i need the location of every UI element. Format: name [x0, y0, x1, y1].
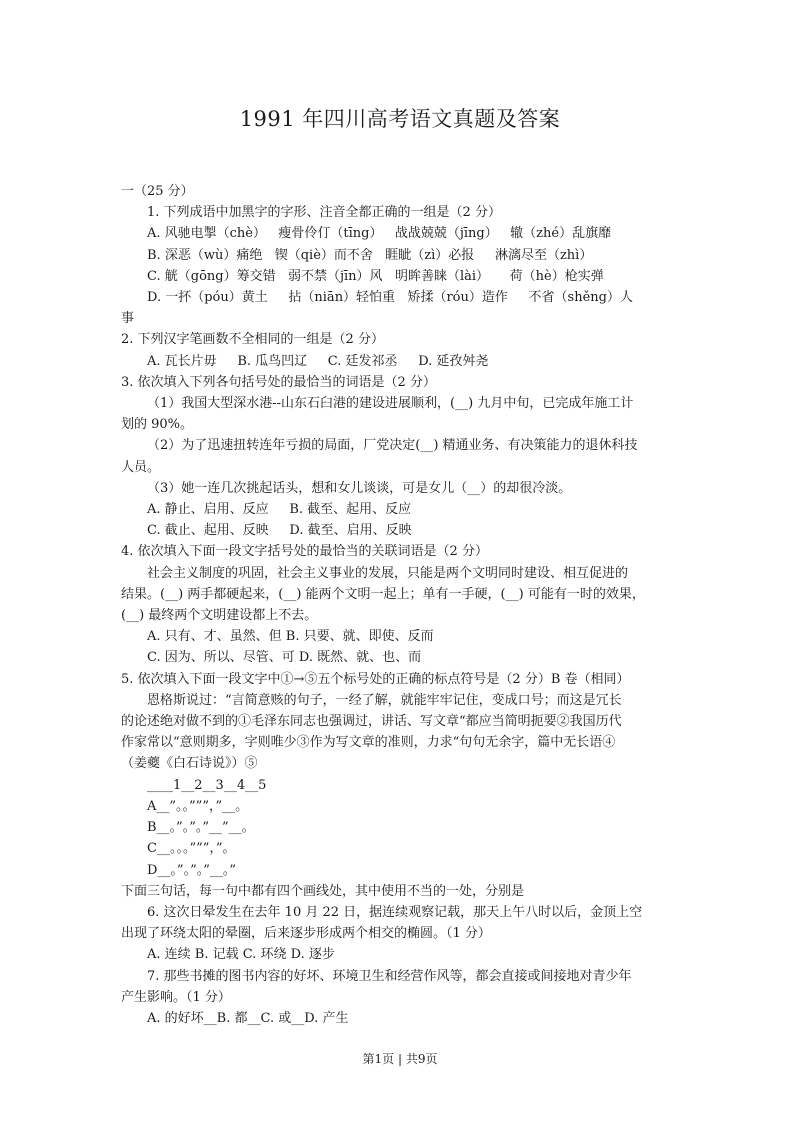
text-line: 3. 依次填入下列各句括号处的最恰当的词语是（2 分） [121, 374, 436, 390]
text-line: 4. 依次填入下面一段文字括号处的最恰当的关联词语是（2 分） [121, 544, 488, 560]
text-line: 人员。 [121, 459, 161, 475]
text-line: C__。。。”””，”。 [147, 841, 236, 857]
text-line: C. 截止、起用、反映 D. 截至、启用、反映 [147, 523, 412, 539]
text-line: 一（25 分） [121, 184, 194, 199]
text-line: B__。”。”。”__”__。 [147, 820, 255, 836]
text-line: 划的 90%。 [121, 417, 194, 433]
text-line: 5. 依次填入下面一段文字中①→⑤五个标号处的正确的标点符号是（2 分）B 卷（相同） [121, 671, 630, 687]
text-line: A. 连续 B. 记载 C. 环绕 D. 逐步 [147, 947, 335, 963]
text-line: C. 觥（gōng）筹交错 弱不禁（jīn）风 明眸善睐（lài） 荷（hè）枪实弹 [147, 268, 604, 284]
text-line: 1. 下列成语中加黑字的字形、注音全都正确的一组是（2 分） [147, 205, 501, 221]
text-line: A. 只有、才、虽然、但 B. 只要、就、即使、反而 [147, 629, 434, 645]
text-line: （3）她一连几次挑起话头，想和女儿谈谈，可是女儿（__）的却很冷淡。 [147, 480, 572, 496]
text-line: B. 深恶（wù）痛绝 锲（qiè）而不舍 睚眦（zì）必报 淋漓尽至（zhì） [147, 247, 593, 263]
text-line: 社会主义制度的巩固，社会主义事业的发展，只能是两个文明同时建设、相互促进的 [147, 565, 629, 581]
document-body [121, 181, 681, 1029]
text-line: 产生影响。（1 分） [121, 989, 231, 1005]
text-line: 结果。(__) 两手都硬起来，(__) 能两个文明一起上；单有一手硬，(__) 可能有一时的效果， [121, 586, 645, 602]
text-line: (__) 最终两个文明建设都上不去。 [121, 608, 318, 624]
text-line: D. 一抔（póu）黄土 拈（niān）轻怕重 矫揉（róu）造作 不省（shěng）人 [147, 290, 633, 306]
text-line: A. 瓦长片毋 B. 瓜鸟凹辽 C. 廷发祁丞 D. 延孜舛尧 [147, 353, 489, 369]
text-line: A__”。。”””，”__。 [147, 798, 249, 814]
page-footer: 第1页 | 共9页 [362, 1052, 438, 1066]
text-line: 出现了环绕太阳的晕圈，后来逐步形成两个相交的椭圆。（1 分） [121, 926, 491, 942]
text-line: A. 风驰电掣（chè） 瘦骨伶仃（tīng） 战战兢兢（jīng） 辙（zhé）乱旗靡 [147, 226, 612, 242]
text-line: 作家常以“意则期多，字则唯少③作为写文章的准则，力求“句句无余字，篇中无长语④ [121, 735, 616, 751]
text-line: （姜夔《白石诗说》）⑤ [121, 756, 258, 772]
text-line: C. 因为、所以、尽管、可 D. 既然、就、也、而 [147, 650, 422, 666]
text-line: A. 静止、启用、反应 B. 截至、起用、反应 [147, 502, 412, 518]
text-line: ____1__2__3__4__5 [147, 777, 267, 793]
text-line: 2. 下列汉字笔画数不全相同的一组是（2 分） [121, 332, 384, 348]
text-line: 6. 这次日晕发生在去年 10 月 22 日，据连续观察记载，那天上午八时以后，金顶上空 [147, 904, 643, 920]
text-line: （2）为了迅速扭转连年亏损的局面，厂党决定(__) 精通业务、有决策能力的退休科技 [147, 438, 638, 454]
text-line: 下面三句话，每一句中都有四个画线处，其中使用不当的一处，分别是 [121, 883, 525, 899]
text-line: 的论述绝对做不到的①毛泽东同志也强调过，讲话、写文章“都应当简明扼要②我国历代 [121, 714, 622, 730]
text-line: 7. 那些书摊的图书内容的好坏、环境卫生和经营作风等，都会直接或间接地对青少年 [147, 968, 632, 984]
text-line: 恩格斯说过：“言简意赅的句子，一经了解，就能牢牢记住，变成口号；而这是冗长 [147, 692, 622, 708]
text-line: （1）我国大型深水港--山东石臼港的建设进展顺利，(__) 九月中旬，已完成年施工计 [147, 396, 634, 412]
text-line: A. 的好坏__B. 都__C. 或__D. 产生 [147, 1010, 349, 1026]
text-line: D__。”。”。”__。” [147, 862, 237, 878]
text-line: 事 [121, 311, 135, 327]
page-title: 1991 年四川高考语文真题及答案 [239, 107, 561, 131]
